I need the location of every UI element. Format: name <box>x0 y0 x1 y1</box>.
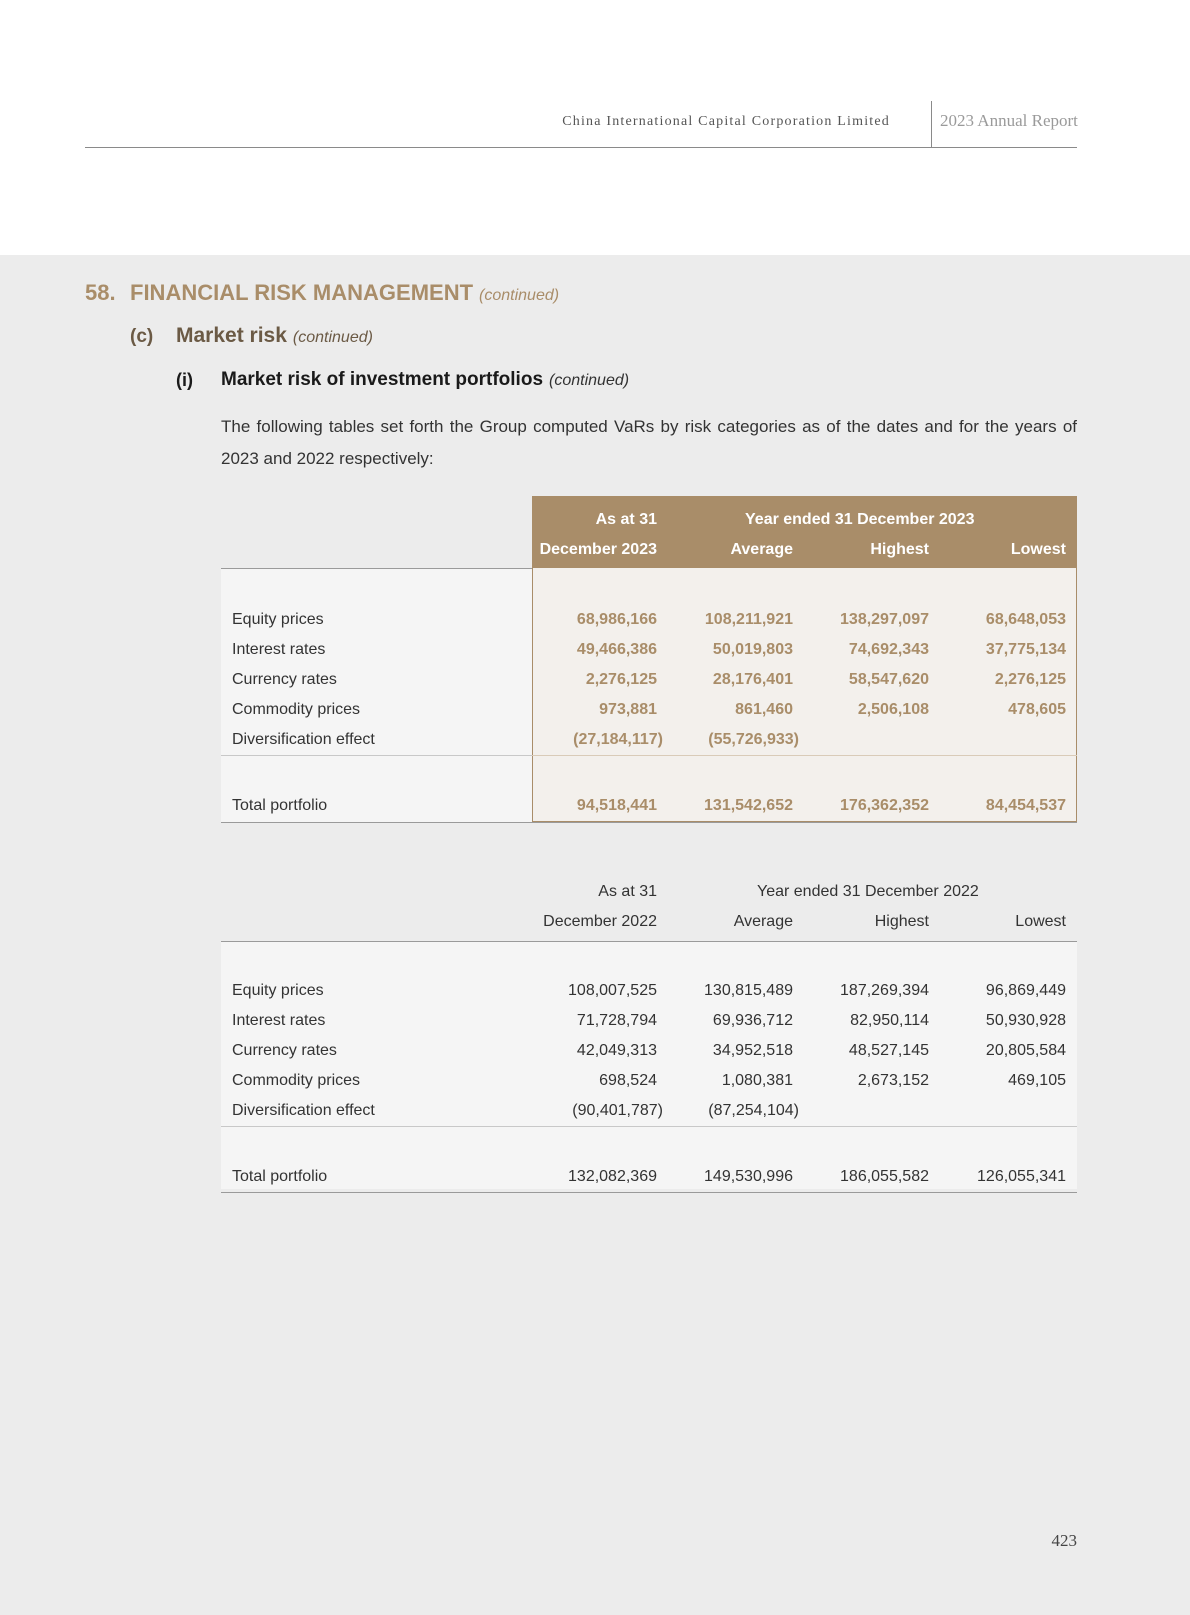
header-asat-line1: As at 31 <box>595 511 657 528</box>
table-bottom-rule <box>221 822 1077 823</box>
subsection-title-text: Market risk <box>176 324 287 347</box>
subsubsection-label: (i) <box>176 370 193 390</box>
subsubsection-title <box>221 369 629 391</box>
row-label: Equity prices <box>232 611 324 628</box>
var-table-2022 <box>221 869 1077 1199</box>
row-label: Interest rates <box>232 1012 326 1029</box>
value-column-bg <box>532 941 1077 1189</box>
page-number: 423 <box>1051 1531 1077 1550</box>
section-title-text: FINANCIAL RISK MANAGEMENT <box>130 280 474 305</box>
cell-highest: 58,547,620 <box>848 671 929 688</box>
header-highest: Highest <box>874 913 929 930</box>
header-asat-line2: December 2022 <box>543 913 657 930</box>
header-period: Year ended 31 December 2023 <box>745 511 975 528</box>
header-rule <box>85 147 1077 148</box>
header-lowest: Lowest <box>1010 541 1066 558</box>
header-separator <box>931 101 932 147</box>
total-average: 131,542,652 <box>704 797 793 814</box>
cell-average: 28,176,401 <box>712 671 793 688</box>
cell-highest: 48,527,145 <box>848 1042 929 1059</box>
header-asat-line1: As at 31 <box>598 883 657 900</box>
cell-asat: 49,466,386 <box>576 641 657 658</box>
cell-average: 50,019,803 <box>712 641 793 658</box>
total-highest: 186,055,582 <box>840 1168 929 1185</box>
cell-average: 1,080,381 <box>721 1072 793 1089</box>
total-average: 149,530,996 <box>704 1168 793 1185</box>
row-label: Interest rates <box>232 641 326 658</box>
page-content <box>0 255 1190 1615</box>
total-lowest: 126,055,341 <box>977 1168 1066 1185</box>
row-label: Diversification effect <box>232 731 375 748</box>
subtotal-rule-values <box>532 755 1077 756</box>
cell-highest: 74,692,343 <box>848 641 929 658</box>
cell-lowest: 37,775,134 <box>985 641 1066 658</box>
cell-average: 69,936,712 <box>712 1012 793 1029</box>
var-table-2023 <box>221 496 1077 832</box>
cell-highest: 187,269,394 <box>840 982 929 999</box>
label-column-bg <box>221 941 532 1189</box>
total-highest: 176,362,352 <box>840 797 929 814</box>
cell-average: 130,815,489 <box>704 982 793 999</box>
row-label: Commodity prices <box>232 1072 361 1089</box>
subsubsection-title-text: Market risk of investment portfolios <box>221 369 544 390</box>
cell-lowest: 96,869,449 <box>985 982 1066 999</box>
row-label: Currency rates <box>232 671 337 688</box>
cell-asat: 698,524 <box>599 1072 657 1089</box>
cell-lowest: 68,648,053 <box>985 611 1066 628</box>
cell-asat: 71,728,794 <box>576 1012 657 1029</box>
header-lowest: Lowest <box>1015 913 1066 930</box>
header-asat-line2: December 2023 <box>539 541 657 558</box>
section-number: 58. <box>85 280 116 305</box>
cell-lowest: 2,276,125 <box>994 671 1066 688</box>
row-label: Commodity prices <box>232 701 361 718</box>
cell-average: 108,211,921 <box>704 611 793 628</box>
header-company-name: China International Capital Corporation Limited <box>562 114 890 129</box>
total-asat: 94,518,441 <box>576 797 657 814</box>
cell-highest: 2,673,152 <box>857 1072 929 1089</box>
cell-highest: 82,950,114 <box>850 1012 929 1029</box>
subtotal-rule <box>221 1126 1077 1127</box>
total-asat: 132,082,369 <box>568 1168 657 1185</box>
cell-asat: 42,049,313 <box>576 1042 657 1059</box>
header-report-title: 2023 Annual Report <box>940 111 1078 130</box>
cell-average: (55,726,933) <box>708 731 799 748</box>
value-column-bg <box>532 568 1077 822</box>
cell-asat: 973,881 <box>599 701 657 718</box>
cell-highest: 2,506,108 <box>857 701 929 718</box>
cell-lowest: 50,930,928 <box>985 1012 1066 1029</box>
cell-asat: 68,986,166 <box>576 611 657 628</box>
cell-asat: 108,007,525 <box>568 982 657 999</box>
row-label: Currency rates <box>232 1042 337 1059</box>
subsection-continued: (continued) <box>292 329 373 346</box>
header-period: Year ended 31 December 2022 <box>757 883 979 900</box>
section-continued: (continued) <box>479 287 560 304</box>
subtotal-rule <box>221 755 532 756</box>
page-header <box>0 0 1190 255</box>
total-label: Total portfolio <box>232 797 328 814</box>
cell-asat: 2,276,125 <box>585 671 657 688</box>
header-average: Average <box>730 541 793 558</box>
cell-lowest: 20,805,584 <box>985 1042 1066 1059</box>
table-bottom-rule <box>221 1192 1077 1193</box>
header-rule <box>221 568 532 569</box>
cell-average: 34,952,518 <box>712 1042 793 1059</box>
total-lowest: 84,454,537 <box>985 797 1066 814</box>
cell-asat: (27,184,117) <box>573 731 663 748</box>
cell-lowest: 469,105 <box>1008 1072 1066 1089</box>
header-average: Average <box>733 913 793 930</box>
cell-asat: (90,401,787) <box>572 1102 663 1119</box>
header-rule <box>221 941 1077 942</box>
header-highest: Highest <box>870 541 929 558</box>
label-column-bg <box>221 568 532 822</box>
intro-paragraph: The following tables set forth the Group computed VaRs by risk categories as of the dates and for the years of 2023 and 2022 respectively: <box>221 417 1077 468</box>
subsubsection-continued: (continued) <box>549 372 630 389</box>
subsection-title <box>176 324 373 348</box>
total-label: Total portfolio <box>232 1168 328 1185</box>
cell-average: 861,460 <box>735 701 793 718</box>
cell-lowest: 478,605 <box>1008 701 1066 718</box>
section-title <box>130 280 559 306</box>
cell-average: (87,254,104) <box>708 1102 799 1119</box>
cell-highest: 138,297,097 <box>840 611 929 628</box>
row-label: Diversification effect <box>232 1102 375 1119</box>
row-label: Equity prices <box>232 982 324 999</box>
subsection-label: (c) <box>130 326 154 347</box>
